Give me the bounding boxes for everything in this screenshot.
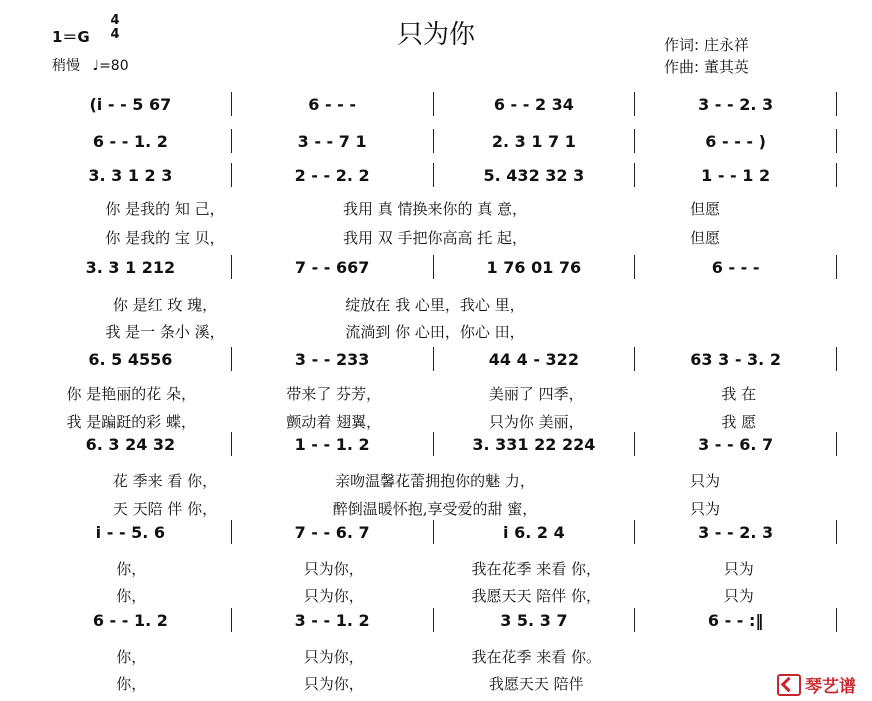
notation-line (30, 255, 840, 279)
measure: 6 - - :‖ (634, 608, 836, 632)
lyric-segment: 我愿天天 陪伴 你， (471, 586, 602, 605)
measure: 6 - - - ) (634, 129, 836, 153)
lyric-line-verse-2 (30, 672, 840, 694)
notation-line (30, 163, 840, 187)
measure: 2. 3 1 7 1 (433, 129, 635, 153)
notation-line (30, 432, 840, 456)
lyric-segment: 醉倒温暖怀抱,享受爱的甜 蜜， (332, 499, 538, 518)
lyric-line-verse-2 (30, 320, 840, 342)
final-barline (836, 608, 840, 632)
lyric-segment: 我用 双 手把你高高 托 起， (342, 228, 528, 247)
lyric-segment: 只为你， (303, 674, 364, 693)
measure: 6 - - 2 34 (433, 92, 635, 116)
measure: 1 76 01 76 (433, 255, 635, 279)
measure: 3. 3 1 212 (85, 257, 176, 277)
final-barline (836, 129, 840, 153)
lyric-segment: 你 是我的 知 己， (105, 199, 225, 218)
measure: 2 - - 2. 2 (231, 163, 433, 187)
lyricist-credit: 作词: 庄永祥 (664, 36, 749, 54)
lyric-segment: 我用 真 情换来你的 真 意， (342, 199, 528, 218)
measure: 44 4 - 322 (433, 347, 635, 371)
lyric-line-verse-1 (30, 469, 840, 491)
measure: 63 3 - 3. 2 (634, 347, 836, 371)
lyric-segment: 我在花季 来看 你。 (471, 647, 602, 666)
tempo-marking (52, 55, 129, 75)
measure: i - - 5. 6 (95, 522, 166, 542)
lyric-segment: 你 是艳丽的花 朵， (66, 384, 197, 403)
lyric-segment: 带来了 芬芳， (286, 384, 382, 403)
lyric-segment: 但愿 (689, 199, 720, 218)
final-barline (836, 163, 840, 187)
measure: 7 - - 6. 7 (231, 520, 433, 544)
final-barline (836, 432, 840, 456)
measure: 3 - - 233 (231, 347, 433, 371)
measure: (i - - 5 67 (89, 94, 172, 114)
lyric-line-verse-2 (30, 584, 840, 606)
final-barline (836, 520, 840, 544)
lyric-segment: 我 是一 条小 溪， (105, 322, 225, 341)
brand-label: 琴艺谱 (805, 677, 856, 697)
measure: 3 - - 2. 3 (634, 520, 836, 544)
measure: 3 - - 2. 3 (634, 92, 836, 116)
lyric-segment: 只为你， (303, 559, 364, 578)
final-barline (836, 347, 840, 371)
lyric-segment: 我 是蹁跹的彩 蝶， (66, 412, 197, 431)
measure: 6 - - 1. 2 (92, 131, 168, 151)
lyric-segment: 只为你， (303, 647, 364, 666)
lyric-segment: 我 在 (721, 384, 757, 403)
measure: 3. 3 1 2 3 (88, 165, 173, 185)
lyric-segment: 美丽了 四季， (488, 384, 584, 403)
lyric-segment (570, 320, 840, 342)
measure: 3 - - 6. 7 (634, 432, 836, 456)
measure: 1 - - 1. 2 (231, 432, 433, 456)
measure: 1 - - 1 2 (634, 163, 836, 187)
lyric-segment: 你， (116, 674, 147, 693)
measure: i 6. 2 4 (433, 520, 635, 544)
brand-logo-icon (777, 674, 801, 696)
measure: 6. 3 24 32 (85, 434, 176, 454)
measure: 6 - - - (231, 92, 433, 116)
notation-line (30, 608, 840, 632)
notation-line (30, 347, 840, 371)
lyric-segment (570, 293, 840, 315)
lyric-segment: 绽放在 我 心里，我心 里， (345, 295, 525, 314)
lyric-segment: 天 天陪 伴 你， (112, 499, 218, 518)
lyric-segment: 你， (116, 559, 147, 578)
lyric-segment: 亲吻温馨花蕾拥抱你的魅 力， (335, 471, 535, 490)
tempo-value: =80 (99, 58, 129, 74)
measure: 6 - - - (634, 255, 836, 279)
lyric-segment: 我愿天天 陪伴 (488, 674, 584, 693)
lyric-segment: 我在花季 来看 你， (471, 559, 602, 578)
lyric-segment: 你， (116, 586, 147, 605)
key-signature: 1＝G (52, 28, 90, 46)
time-signature (108, 14, 122, 42)
lyric-line-verse-2 (30, 497, 840, 519)
lyric-segment: 只为 (689, 471, 720, 490)
notation-line (30, 520, 840, 544)
quarter-note-icon: ♩ (92, 58, 100, 74)
measure: 3. 331 22 224 (433, 432, 635, 456)
lyric-segment: 你， (116, 647, 147, 666)
lyric-segment: 花 季来 看 你， (112, 471, 218, 490)
lyric-segment: 只为你 美丽， (488, 412, 584, 431)
lyric-segment: 只为 (723, 586, 754, 605)
final-barline (836, 255, 840, 279)
lyric-segment: 你 是红 玫 瑰， (112, 295, 218, 314)
tempo-word: 稍慢 (52, 58, 80, 74)
brand-watermark (777, 672, 856, 697)
time-sig-bottom: 4 (110, 27, 120, 42)
lyric-segment: 颤动着 翅翼， (286, 412, 382, 431)
lyric-segment: 流淌到 你 心田，你心 田， (345, 322, 525, 341)
lyric-line-verse-1 (30, 557, 840, 579)
measure: 7 - - 667 (231, 255, 433, 279)
notation-line (30, 129, 840, 153)
song-title: 只为你 (396, 20, 475, 50)
lyric-line-verse-1 (30, 645, 840, 667)
final-barline (836, 92, 840, 116)
lyric-segment: 只为你， (303, 586, 364, 605)
lyric-line-verse-2 (30, 226, 840, 248)
lyric-line-verse-2 (30, 410, 840, 432)
lyric-segment: 我 愿 (721, 412, 757, 431)
time-sig-top: 4 (110, 13, 120, 28)
lyric-segment: 你 是我的 宝 贝， (105, 228, 225, 247)
measure: 3 5. 3 7 (433, 608, 635, 632)
notation-line (30, 92, 840, 116)
measure: 3 - - 1. 2 (231, 608, 433, 632)
lyric-segment: 但愿 (689, 228, 720, 247)
lyric-line-verse-1 (30, 293, 840, 315)
lyric-segment: 只为 (723, 559, 754, 578)
measure: 6 - - 1. 2 (92, 610, 168, 630)
lyric-segment (638, 645, 841, 667)
lyric-line-verse-1 (30, 382, 840, 404)
lyric-line-verse-1 (30, 197, 840, 219)
lyric-segment: 只为 (689, 499, 720, 518)
measure: 6. 5 4556 (88, 349, 173, 369)
composer-credit: 作曲: 董其英 (664, 58, 749, 76)
measure: 5. 432 32 3 (433, 163, 635, 187)
measure: 3 - - 7 1 (231, 129, 433, 153)
